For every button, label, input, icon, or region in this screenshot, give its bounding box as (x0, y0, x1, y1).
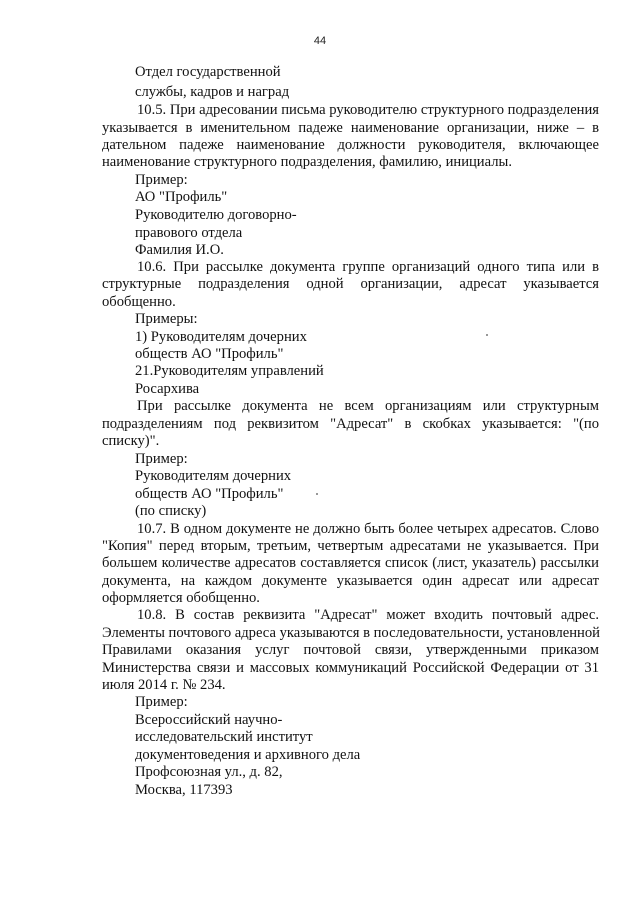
paragraph-10-7-line: большем количестве адресатов составляется список (лист, указатель) рассылки (102, 555, 599, 571)
paragraph-10-5-line: 10.5. При адресовании письма руководителю структурного подразделения (137, 102, 600, 118)
example-line: АО "Профиль" (135, 189, 228, 205)
example-line: Руководителям дочерних (135, 468, 292, 484)
paragraph-10-6-line: 10.6. При рассылке документа группе организаций одного типа или в (137, 259, 599, 275)
example-line: исследовательский институт (135, 729, 313, 745)
paragraph-10-5-line: наименование структурного подразделения, фамилию, инициалы. (102, 154, 512, 170)
paragraph-10-5-line: указывается в именительном падеже наименование организации, ниже – в (102, 120, 599, 136)
example-line: Профсоюзная ул., д. 82, (135, 764, 283, 780)
example-line: Росархива (135, 381, 200, 397)
paragraph-10-8-line: июля 2014 г. № 234. (102, 677, 226, 693)
example-line: правового отдела (135, 225, 243, 241)
addressee-line: службы, кадров и наград (135, 84, 290, 100)
example-heading: Пример: (135, 451, 188, 467)
example-line: Москва, 117393 (135, 782, 233, 798)
paragraph-line: При рассылке документа не всем организациям или структурным (137, 398, 599, 414)
example-line: (по списку) (135, 503, 207, 519)
paragraph-10-7-line: 10.7. В одном документе не должно быть более четырех адресатов. Слово (137, 521, 599, 537)
example-heading: Пример: (135, 172, 188, 188)
example-line: документоведения и архивного дела (135, 747, 361, 763)
example-line: обществ АО "Профиль" (135, 346, 284, 362)
page-number: 44 (313, 35, 327, 47)
paragraph-10-8-line: Министерства связи и массовых коммуникаций Российской Федерации от 31 (102, 660, 599, 676)
paragraph-10-7-line: оформляется обобщенно. (102, 590, 260, 606)
scan-speck (316, 493, 318, 495)
paragraph-10-6-line: обобщенно. (102, 294, 176, 310)
example-heading: Пример: (135, 694, 188, 710)
paragraph-10-6-line: структурные подразделения одной организации, адресат указывается (102, 276, 599, 292)
scan-speck (486, 334, 488, 336)
paragraph-10-7-line: "Копия" перед вторым, третьим, четвертым адресатами не указывается. При (102, 538, 599, 554)
example-line: 1) Руководителям дочерних (135, 329, 307, 345)
examples-heading: Примеры: (135, 311, 198, 327)
example-line: 21.Руководителям управлений (135, 363, 324, 379)
example-line: Фамилия И.О. (135, 242, 224, 258)
example-line: обществ АО "Профиль" (135, 486, 284, 502)
paragraph-10-8-line: Правилами оказания услуг почтовой связи, утвержденными приказом (102, 642, 599, 658)
addressee-line: Отдел государственной (135, 64, 281, 80)
paragraph-10-8-line: Элементы почтового адреса указываются в последовательности, установленной (102, 625, 600, 641)
paragraph-10-7-line: документа, на каждом документе указывается один адресат или адресат (102, 573, 599, 589)
paragraph-line: подразделениям под реквизитом "Адресат" в скобках указывается: "(по (102, 416, 599, 432)
paragraph-10-8-line: 10.8. В состав реквизита "Адресат" может входить почтовый адрес. (137, 607, 599, 623)
example-line: Всероссийский научно- (135, 712, 283, 728)
example-line: Руководителю договорно- (135, 207, 297, 223)
paragraph-line: списку)". (102, 433, 160, 449)
paragraph-10-5-line: дательном падеже наименование должности руководителя, включающее (102, 137, 599, 153)
